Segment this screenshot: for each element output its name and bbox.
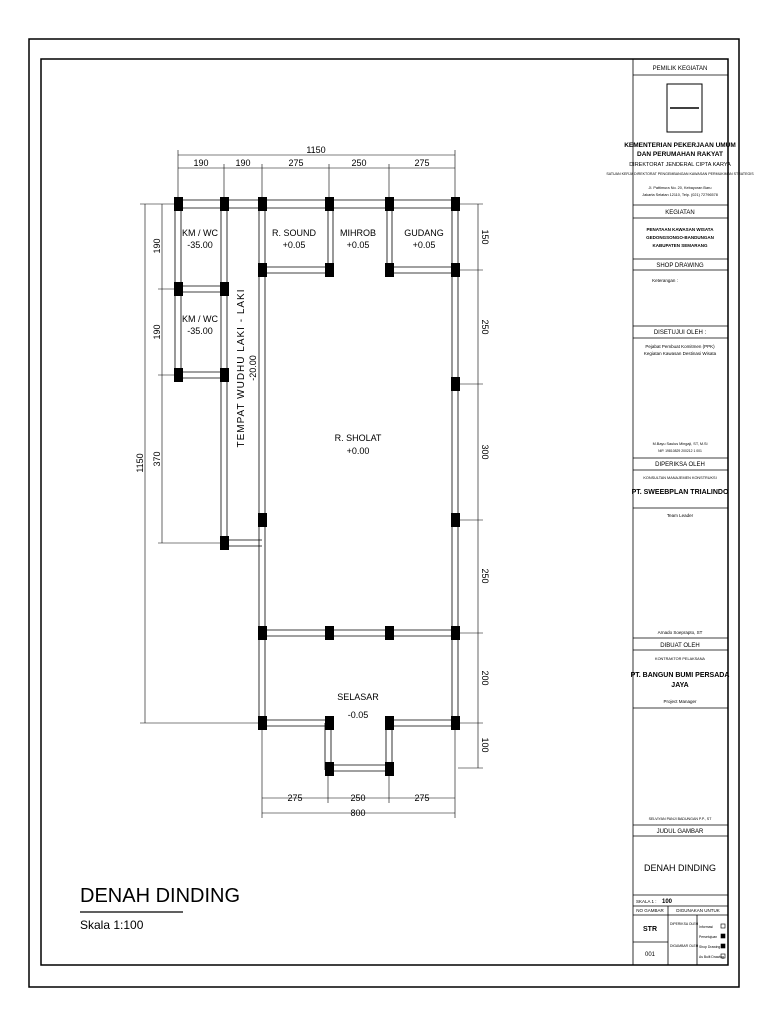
activity-label: KEGIATAN [665, 210, 695, 216]
dim-bottom-1: 275 [287, 793, 303, 803]
checkbox-persetujuan [721, 934, 725, 938]
dim-left-total: 1150 [135, 453, 145, 473]
dim-top-1: 190 [193, 158, 209, 168]
inner-frame [41, 59, 728, 965]
checked-sub: KONSULTAN MANAJEMEN KONSTRUKSI [643, 476, 717, 480]
dim-left-1: 190 [152, 238, 162, 254]
drawing-title-box: DENAH DINDING [643, 863, 717, 873]
room-sound-name: R. SOUND [271, 228, 317, 238]
ministry-line-1: KEMENTERIAN PEKERJAAN UMUM [624, 142, 736, 149]
use-persetujuan: Persetujuan [699, 935, 718, 939]
drawing-scale: Skala 1:100 [80, 918, 144, 932]
work-unit: SATUAN KERJA DIREKTORAT PENGEMBANGAN KAWASAN PERMUKIMAN STRATEGIS [606, 172, 754, 176]
approved-label: DISETUJUI OLEH : [653, 330, 707, 336]
room-km-wc-1-name: KM / WC [182, 228, 218, 238]
checked-label: DIPERIKSA OLEH [655, 462, 705, 468]
shop-drawing-label: SHOP DRAWING [656, 263, 704, 269]
dim-right-1: 150 [480, 229, 490, 245]
structural-columns [174, 197, 460, 776]
skala-value: 100 [662, 899, 673, 905]
dim-top-5: 275 [414, 158, 430, 168]
checked-name: Arnado Soeprapto, ST [657, 630, 703, 635]
ministry-line-2: DAN PERUMAHAN RAKYAT [637, 151, 723, 158]
dim-left-3: 370 [152, 451, 162, 467]
digunakan-label: DIGUNAKAN UNTUK [676, 908, 720, 913]
address-2: Jakarta Selatan 12110, Telp. (021) 72796578 [642, 193, 718, 197]
dim-top-2: 190 [235, 158, 251, 168]
floor-plan [175, 200, 458, 771]
activity-3: KABUPATEN SEMARANG [652, 243, 708, 248]
room-km-wc-2-level: -35.00 [187, 326, 213, 336]
no-gambar-label: NO GAMBAR [636, 908, 664, 913]
dim-bottom-total: 800 [350, 808, 366, 818]
dim-right-2: 250 [480, 319, 490, 335]
approved-name: M.Bayu Saulus Mingaji, ST, M.Si [652, 442, 708, 446]
made-company-2: JAYA [671, 682, 689, 689]
room-wudhu-name: TEMPAT WUDHU LAKI - LAKI [236, 288, 247, 448]
use-informasi: Informasi [699, 925, 713, 929]
made-label: DIBUAT OLEH [660, 643, 700, 649]
title-block-text [606, 66, 754, 873]
room-selasar-name: SELASAR [337, 692, 379, 702]
directorate: DIREKTORAT JENDERAL CIPTA KARYA [629, 162, 731, 168]
skala-label: SKALA 1 : [636, 899, 657, 904]
dim-bottom-2: 250 [350, 793, 366, 803]
digambar-oleh-label: DIGAMBAR OLEH [670, 944, 699, 948]
approved-line-2: Kegiatan Kawasan Destinasi Wisata [643, 351, 717, 356]
dim-right-4: 250 [480, 568, 490, 584]
room-mihrob-level: +0.05 [346, 240, 370, 250]
use-as-built: As Built Drawing [699, 955, 724, 959]
made-name: SELVIYAN PANJI BADUNGAN P.P., ST [648, 817, 712, 821]
checkbox-shop-drawing [721, 944, 725, 948]
room-mihrob-name: MIHROB [340, 228, 376, 238]
dim-right-5: 200 [480, 670, 490, 686]
dim-right-3: 300 [480, 444, 490, 460]
room-sound-level: +0.05 [282, 240, 306, 250]
made-role: Project Manager [663, 699, 697, 704]
checkbox-informasi [721, 924, 725, 928]
made-sub: KONTRAKTOR PELAKSANA [655, 657, 705, 661]
dim-top-3: 275 [288, 158, 304, 168]
owner-label: PEMILIK KEGIATAN [652, 66, 708, 72]
activity-2: GEDONGSONGO-BANDUNGAN [646, 235, 714, 240]
use-shop-drawing: Shop Drawing [699, 945, 721, 949]
approved-nip: NIP. 19810829 200212 1 001 [658, 449, 702, 453]
dim-right-6: 100 [480, 737, 490, 753]
activity-1: PENATAAN KAWASAN WISATA [646, 227, 714, 232]
title-block-footer [636, 899, 725, 959]
drawing-number: 001 [644, 952, 656, 958]
address-1: Jl. Pattimura No. 20, Kebayoran Baru [648, 186, 712, 190]
dim-left-2: 190 [152, 324, 162, 340]
outer-frame [29, 39, 739, 987]
drawing-title-label: JUDUL GAMBAR [656, 829, 704, 835]
room-wudhu-level: -20.00 [248, 355, 258, 381]
keterangan-label: Keterangan : [652, 278, 678, 283]
diperiksa-oleh-label: DIPERIKSA OLEH [670, 922, 699, 926]
room-km-wc-2-name: KM / WC [182, 314, 218, 324]
room-gudang-name: GUDANG [404, 228, 444, 238]
room-sholat-level: +0.00 [346, 446, 370, 456]
room-selasar-level: -0.05 [347, 710, 369, 720]
dim-top-total: 1150 [306, 145, 326, 155]
room-gudang-level: +0.05 [412, 240, 436, 250]
approved-line-1: Pejabat Pembuat Komitmen (PPK) [645, 344, 715, 349]
dim-bottom-3: 275 [414, 793, 430, 803]
made-company-1: PT. BANGUN BUMI PERSADA [630, 672, 730, 679]
drawing-title: DENAH DINDING [80, 885, 241, 907]
checked-company: PT. SWEEBPLAN TRIALINDO [631, 489, 729, 496]
dim-top-4: 250 [351, 158, 367, 168]
drawing-code: STR [643, 926, 657, 933]
room-km-wc-1-level: -35.00 [187, 240, 213, 250]
room-sholat-name: R. SHOLAT [334, 433, 382, 443]
dimension-lines [140, 150, 483, 818]
checked-role: Team Leader [666, 513, 694, 518]
